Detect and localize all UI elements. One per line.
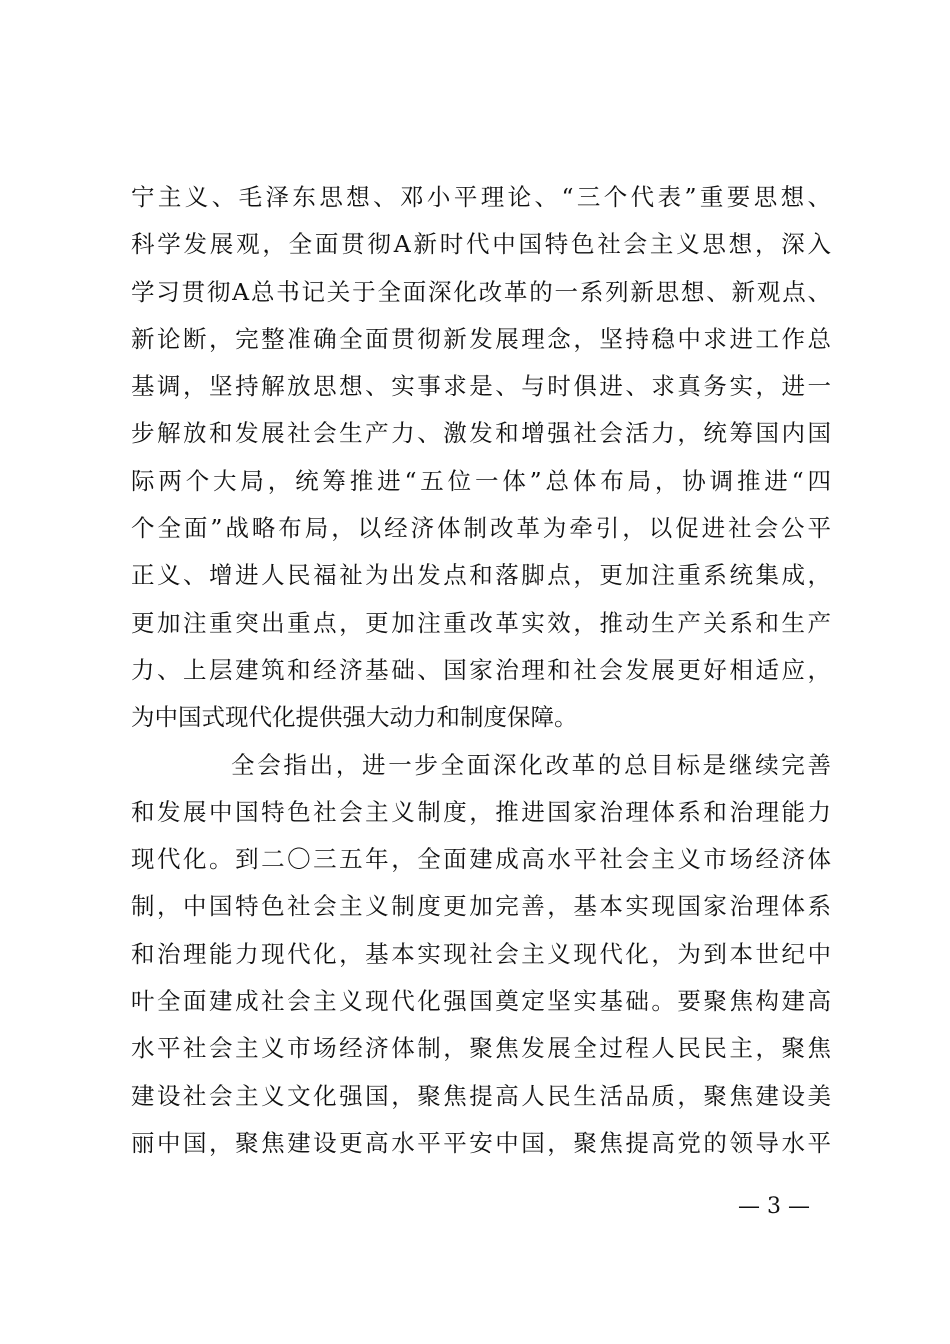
text-line: 步解放和发展社会生产力、激发和增强社会活力，统筹国内国 <box>131 419 831 448</box>
text-line: 和发展中国特色社会主义制度，推进国家治理体系和治理能力 <box>131 797 831 826</box>
text-line: 建设社会主义文化强国，聚焦提高人民生活品质，聚焦建设美 <box>131 1081 831 1110</box>
text-line: 更加注重突出重点，更加注重改革实效，推动生产关系和生产 <box>131 608 831 637</box>
body-text <box>131 183 831 1176</box>
text-line: 丽中国，聚焦建设更高水平平安中国，聚焦提高党的领导水平 <box>131 1128 831 1157</box>
text-line: 正义、增进人民福祉为出发点和落脚点，更加注重系统集成， <box>131 561 831 590</box>
text-line: 个全面”战略布局，以经济体制改革为牵引，以促进社会公平 <box>131 514 831 543</box>
page-number: — 3 — <box>738 1194 810 1219</box>
text-line: 现代化。到二〇三五年，全面建成高水平社会主义市场经济体 <box>131 845 831 874</box>
text-line: 和治理能力现代化，基本实现社会主义现代化，为到本世纪中 <box>131 939 831 968</box>
text-line: 际两个大局，统筹推进“五位一体”总体布局，协调推进“四 <box>131 466 831 495</box>
text-line: 新论断，完整准确全面贯彻新发展理念，坚持稳中求进工作总 <box>131 324 831 353</box>
text-line: 科学发展观，全面贯彻A新时代中国特色社会主义思想，深入 <box>131 230 831 259</box>
text-line: 制，中国特色社会主义制度更加完善，基本实现国家治理体系 <box>131 892 831 921</box>
text-line: 叶全面建成社会主义现代化强国奠定坚实基础。要聚焦构建高 <box>131 987 831 1016</box>
paragraph-end-line: 为中国式现代化提供强大动力和制度保障。 <box>131 703 578 732</box>
paragraph-start-line: 全会指出，进一步全面深化改革的总目标是继续完善 <box>231 750 831 779</box>
text-line: 力、上层建筑和经济基础、国家治理和社会发展更好相适应， <box>131 655 831 684</box>
text-line: 学习贯彻A总书记关于全面深化改革的一系列新思想、新观点、 <box>131 277 831 306</box>
text-line: 宁主义、毛泽东思想、邓小平理论、“三个代表”重要思想、 <box>131 183 831 211</box>
text-line: 水平社会主义市场经济体制，聚焦发展全过程人民民主，聚焦 <box>131 1034 831 1063</box>
text-line: 基调，坚持解放思想、实事求是、与时俱进、求真务实，进一 <box>131 372 831 401</box>
